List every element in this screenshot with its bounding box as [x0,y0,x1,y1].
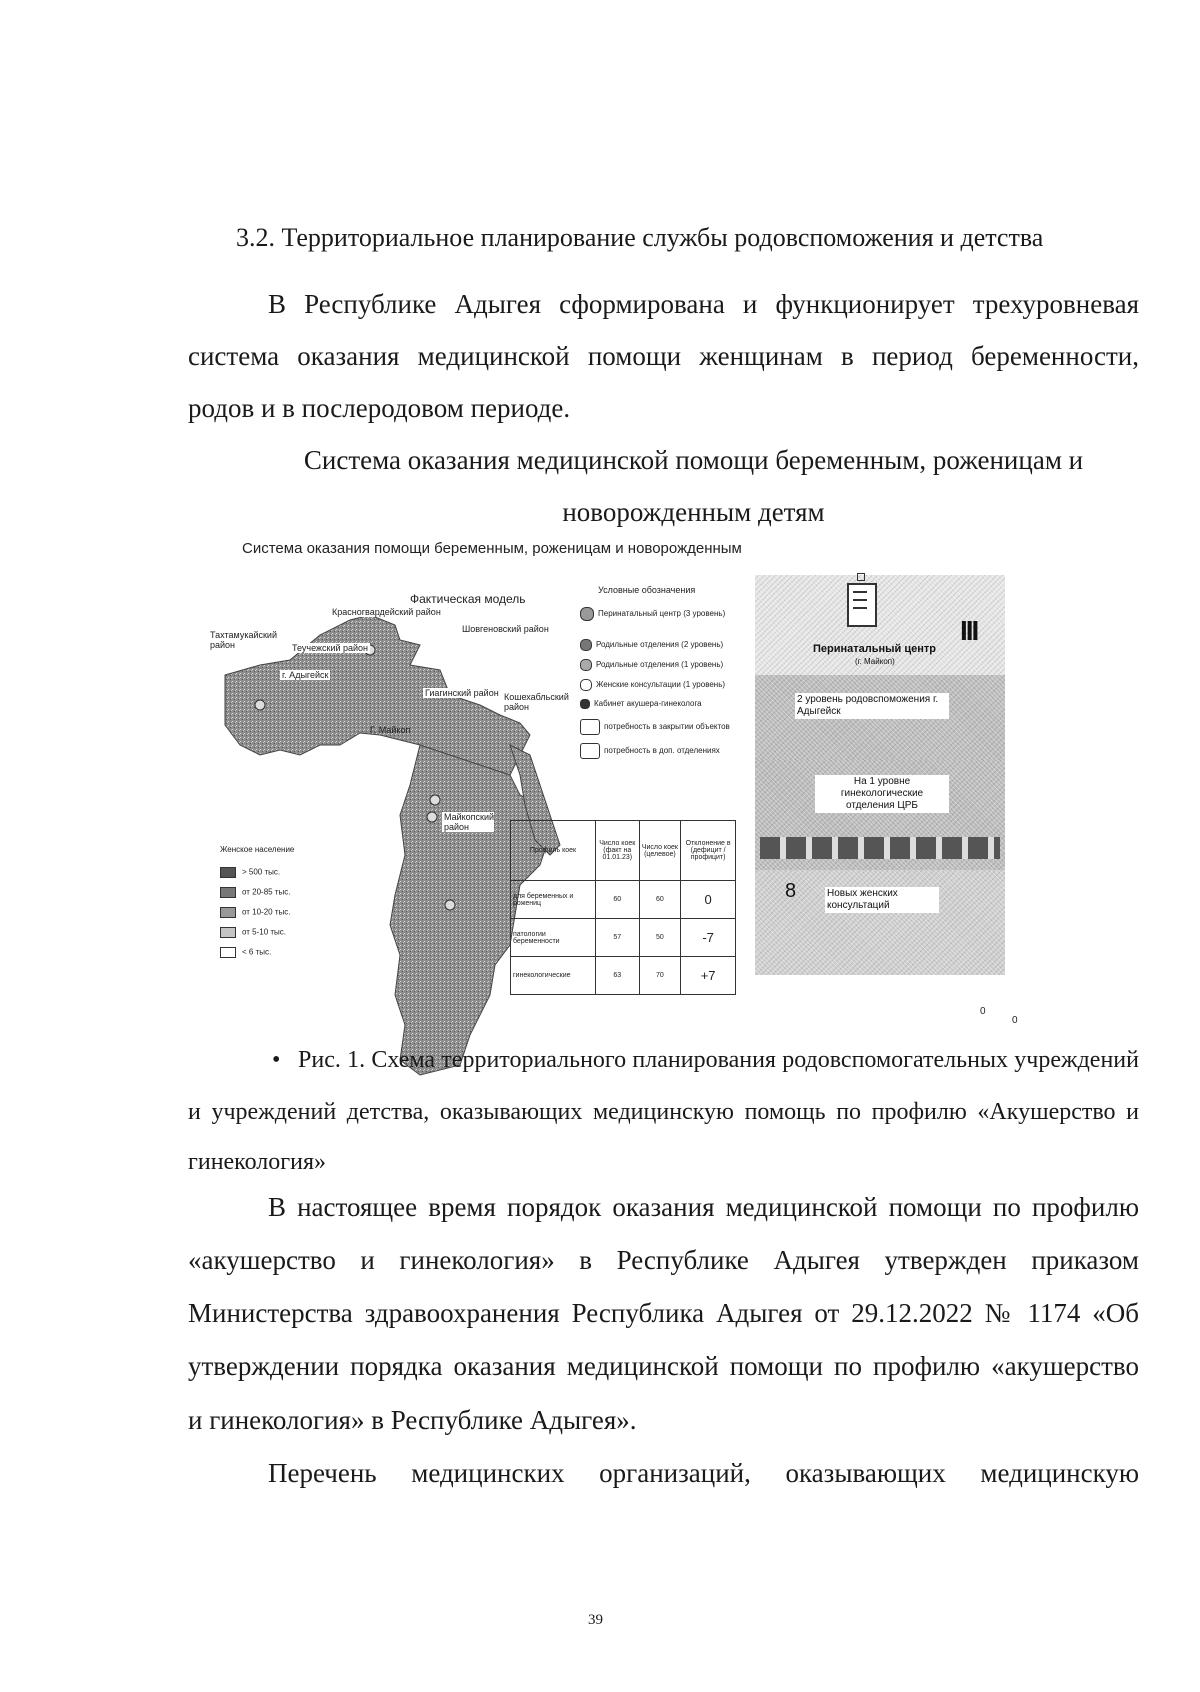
consult-count: 8 [785,880,797,902]
figure-caption-line: Рис. 1. Схема территориального планирования родовспомогательных учреждений [298,1047,1139,1073]
population-item: от 20-85 тыс. [220,887,290,898]
paragraph-line: В настоящее время порядок оказания медицинской помощи по профилю [268,1192,1139,1222]
population-title: Женское население [220,845,295,854]
legend [580,585,740,785]
paragraph-line: Перечень медицинских организаций, оказывающих медицинскую [268,1458,1139,1488]
stray-mark: 0 [1012,1015,1018,1026]
closure-need-icon [580,719,600,735]
table-header: Число коек (целевое) [639,821,681,881]
womens-consultation-icon [580,679,592,691]
facility-marker [255,700,265,710]
table-cell: 57 [596,919,640,957]
table-cell: -7 [681,919,736,957]
beds-table [510,820,736,995]
map-label: г. Адыгейск [282,670,329,680]
level1-label: На 1 уровне гинекологические отделения ЦРБ [815,775,949,813]
map-label: Теучежский район [292,643,369,653]
table-cell: гинекологические [511,957,596,995]
extra-departments-icon [580,743,600,759]
table-row [511,957,736,995]
table-row [511,881,736,919]
figure [210,540,1140,1100]
table-cell: 60 [639,881,681,919]
legend-item: потребность в доп. отделениях [580,743,720,759]
facility-marker [427,812,437,822]
level2-label: 2 уровень родовспоможения г. Адыгейск [795,693,949,719]
paragraph-line: система оказания медицинской помощи женщинам в период беременности, [188,341,1139,371]
table-cell: 50 [639,919,681,957]
map-label: Майкопский район [444,812,495,832]
population-item: от 10-20 тыс. [220,907,290,918]
page-number: 39 [588,1612,603,1628]
map-label: Красногвардейский район [332,607,441,617]
table-cell: патологии беременности [511,919,596,957]
legend-title: Условные обозначения [598,585,696,595]
level3-sub: (г. Майкоп) [855,657,895,666]
level3-roman: III [960,615,978,646]
table-cell: для беременных и рожениц [511,881,596,919]
map-label: Кошехабльский район [504,692,569,712]
table-cell: 0 [681,881,736,919]
figure-caption-line: гинекология» [188,1149,327,1175]
facility-marker [430,795,440,805]
icon-strip [760,837,1000,859]
legend-item: Перинатальный центр (3 уровень) [580,607,725,621]
maternity-level1-icon [580,659,592,671]
legend-item: Кабинет акушера-гинеколога [580,699,702,709]
section-heading: 3.2. Территориальное планирование службы родовспоможения и детства [236,223,1044,252]
table-header: Отклонение в (дефицит / профицит) [681,821,736,881]
table-cell: 63 [596,957,640,995]
map-label: Тахтамукайский район [210,630,277,650]
map-label: Г. Майкоп [370,725,411,735]
gynecologist-office-icon [580,699,590,709]
map-label: Шовгеновский район [462,624,549,634]
figure-section-title: новорожденным детям [562,497,825,527]
legend-item: Родильные отделения (1 уровень) [580,659,723,671]
paragraph-line: Министерства здравоохранения Республика Адыгея от 29.12.2022 № 1174 «Об [188,1298,1139,1328]
maternity-level2-icon [580,639,592,651]
legend-item: Женские консультации (1 уровень) [580,679,725,691]
legend-item: Родильные отделения (2 уровень) [580,639,723,651]
stray-mark: 0 [980,1006,986,1017]
table-cell: +7 [681,957,736,995]
paragraph-line: утверждении порядка оказания медицинской помощи по профилю «акушерство [188,1351,1139,1381]
table-header-row [511,821,736,881]
table-row [511,919,736,957]
facility-marker [445,900,455,910]
population-item: от 5-10 тыс. [220,927,286,938]
population-item: < 6 тыс. [220,947,271,958]
table-header: Профиль коек [511,821,596,881]
table-cell: 70 [639,957,681,995]
paragraph-line: «акушерство и гинекология» в Республике Адыгея утвержден приказом [188,1245,1139,1275]
actual-model-label: Фактическая модель [410,592,526,606]
population-item: > 500 тыс. [220,867,280,878]
paragraph-line: и гинекология» в Республике Адыгея». [188,1405,637,1435]
figure-section-title: Система оказания медицинской помощи беременным, роженицам и [303,445,1084,475]
map-label: Гиагинский район [425,688,499,698]
consult-label: Новых женских консультаций [825,887,939,913]
level3-label: Перинатальный центр [813,643,937,655]
table-header: Число коек (факт на 01.01.23) [596,821,640,881]
paragraph-line: родов и в послеродовом периоде. [188,393,571,423]
perinatal-center-icon [580,607,594,621]
population-legend [220,845,340,965]
figure-title: Система оказания помощи беременным, роженицам и новорожденным [242,540,742,557]
figure-caption-line: и учреждений детства, оказывающих медицинскую помощь по профилю «Акушерство и [188,1099,1139,1125]
legend-item: потребность в закрытии объектов [580,719,730,735]
target-model-panel [755,575,1005,995]
caption-bullet: • [272,1047,281,1073]
paragraph-line: В Республике Адыгея сформирована и функционирует трехуровневая [268,289,1139,319]
table-cell: 60 [596,881,640,919]
hospital-icon [847,583,877,627]
